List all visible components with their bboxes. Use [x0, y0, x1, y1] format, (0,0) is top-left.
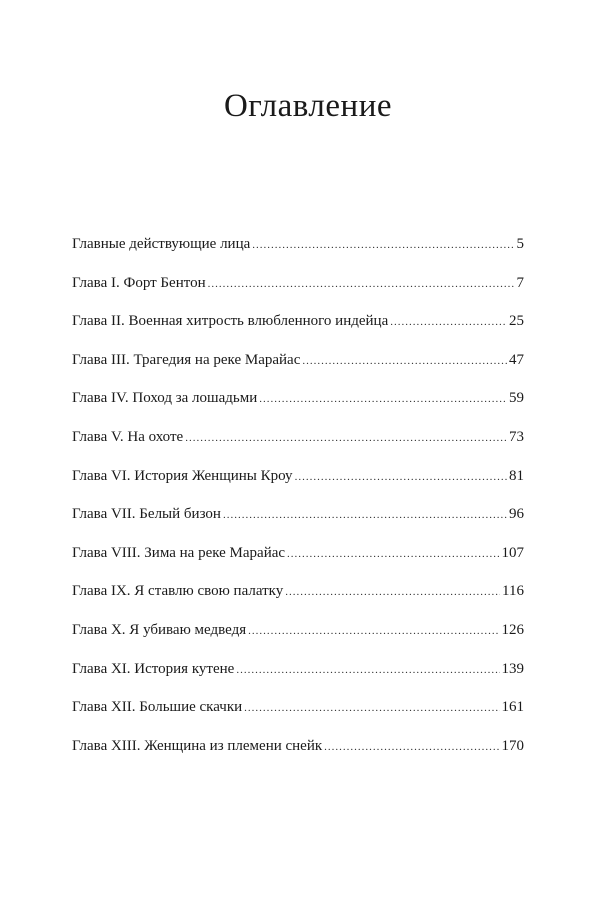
toc-entry-title: Глава III. Трагедия на реке Марайас: [72, 351, 301, 368]
toc-entry: [72, 734, 524, 773]
toc-entry-page-number: 161: [501, 699, 524, 716]
toc-entry: [72, 618, 524, 657]
toc-entry: [72, 348, 524, 387]
toc-entry-title: Глава XII. Большие скачки: [72, 699, 243, 716]
toc-entry-page-number: 170: [501, 737, 524, 754]
toc-entry-page-number: 126: [501, 621, 524, 638]
dot-leader: [208, 272, 515, 296]
dot-leader: [287, 542, 499, 566]
table-of-contents: [72, 232, 524, 772]
dot-leader: [244, 696, 499, 720]
dot-leader: [252, 233, 514, 257]
toc-entry-page-number: 47: [509, 351, 524, 368]
toc-entry: [72, 657, 524, 696]
toc-entry-title: Глава VI. История Женщины Кроу: [72, 467, 293, 484]
toc-entry-page-number: 107: [501, 544, 524, 561]
dot-leader: [302, 349, 507, 373]
toc-entry: [72, 386, 524, 425]
dot-leader: [223, 503, 507, 527]
dot-leader: [185, 426, 507, 450]
toc-entry-title: Глава VIII. Зима на реке Марайас: [72, 544, 286, 561]
toc-entry: [72, 425, 524, 464]
dot-leader: [295, 465, 507, 489]
toc-entry: [72, 271, 524, 310]
dot-leader: [390, 310, 507, 334]
toc-entry: [72, 502, 524, 541]
toc-entry: [72, 695, 524, 734]
toc-entry-title: Глава II. Военная хитрость влюбленного индейца: [72, 313, 389, 330]
toc-entry-page-number: 73: [509, 428, 524, 445]
toc-entry-page-number: 96: [509, 506, 524, 523]
dot-leader: [236, 658, 499, 682]
toc-entry-title: Глава X. Я убиваю медведя: [72, 621, 247, 638]
toc-entry: [72, 541, 524, 580]
toc-entry-page-number: 81: [509, 467, 524, 484]
toc-entry: [72, 579, 524, 618]
toc-entry: [72, 464, 524, 503]
toc-entry-title: Главные действующие лица: [72, 236, 251, 252]
toc-entry: [72, 232, 524, 271]
toc-entry: [72, 309, 524, 348]
toc-entry-title: Глава XIII. Женщина из племени снейк: [72, 737, 323, 754]
toc-entry-page-number: 116: [502, 583, 524, 600]
page-title: Оглавление: [223, 88, 393, 124]
dot-leader: [259, 387, 507, 411]
dot-leader: [248, 619, 499, 643]
toc-entry-title: Глава IV. Поход за лошадьми: [72, 390, 258, 407]
toc-entry-title: Глава XI. История кутене: [72, 660, 235, 677]
toc-entry-page-number: 25: [509, 313, 524, 330]
toc-entry-title: Глава IX. Я ставлю свою палатку: [72, 583, 284, 600]
toc-entry-page-number: 139: [501, 660, 524, 677]
dot-leader: [285, 580, 500, 604]
toc-entry-page-number: 59: [509, 390, 524, 407]
toc-entry-title: Глава I. Форт Бентон: [72, 274, 206, 291]
toc-entry-title: Глава V. На охоте: [72, 428, 184, 445]
toc-entry-page-number: 5: [516, 236, 524, 252]
toc-entry-title: Глава VII. Белый бизон: [72, 506, 221, 523]
toc-entry-page-number: 7: [516, 274, 524, 291]
dot-leader: [324, 735, 499, 759]
